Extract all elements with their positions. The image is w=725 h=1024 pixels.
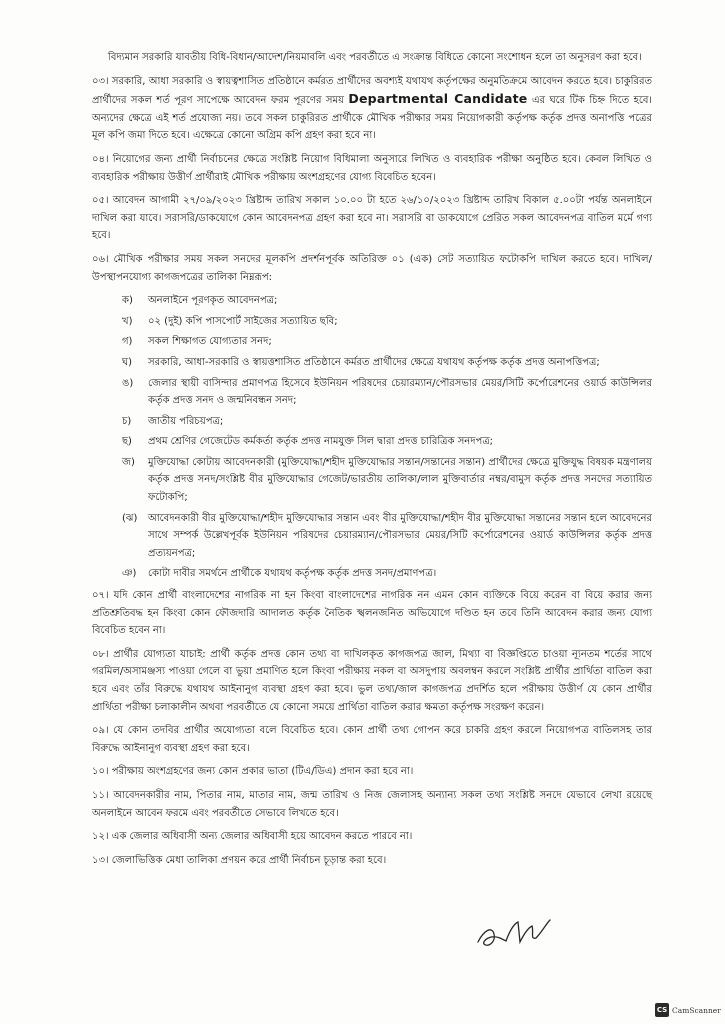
list-item-label: ঘ) [122, 356, 133, 368]
list-item [122, 375, 652, 410]
clause-number: ০৮। [92, 648, 109, 660]
clause-06 [92, 251, 652, 286]
list-item-label: ক) [122, 295, 133, 307]
list-item [122, 313, 652, 331]
clause-number: ১১। [92, 789, 109, 801]
clause-text: নিয়োগের জন্য প্রার্থী নির্বাচনের ক্ষেত্রে সংশ্লিষ্ট নিয়োগ বিধিমালা অনুসারে লিখিত ও ব্যবহারিক পরীক্ষা অনুষ্ঠিত হবে। কেবল লিখিত ও ব্যবহারিক পরীক্ষায় উত্তীর্ণ প্রার্থীরাই মৌখিক পরীক্ষায় অংশগ্রহণের যোগ্য বিবেচিত হবেন। [92, 153, 652, 183]
list-item-label: চ) [122, 415, 132, 427]
list-item [122, 433, 652, 451]
list-item-label: খ) [122, 315, 133, 327]
clause-09 [92, 722, 652, 757]
clause-number: ১২। [92, 831, 109, 843]
document-body [92, 49, 652, 875]
list-item [122, 454, 652, 507]
intro-text: বিদ্যমান সরকারি যাবতীয় বিধি-বিধান/আদেশ/নিয়মাবলি এবং পরবর্তীতে এ সংক্রান্ত বিধিতে কোনো সংশোধন হলে তা অনুসরণ করা হবে। [108, 52, 642, 63]
clause-text: আবেদন আগামী ২৭/০৯/২০২৩ খ্রিষ্টাব্দ তারিখ সকাল ১০.০০ টা হতে ২৬/১০/২০২৩ খ্রিষ্টাব্দ তারিখ বিকাল ৫.০০টা পর্যন্ত অনলাইনে দাখিল করা যাবে। সরাসরি/ডাকযোগে কোন আবেদনপত্র গ্রহণ করা হবে না। সরাসরি বা ডাকযোগে প্রেরিত সকল আবেদনপত্র বাতিল মর্মে গণ্য হবে। [92, 195, 652, 242]
list-item-text: কোটা দাবীর সমর্থনে প্রার্থীকে যথাযথ কর্তৃপক্ষ কর্তৃক প্রদত্ত সনদ/প্রমাণপত্র। [148, 568, 437, 580]
list-item-text: প্রথম শ্রেণির গেজেটেড কর্মকর্তা কর্তৃক প্রদত্ত নামযুক্ত সিল দ্বারা প্রদত্ত চারিত্রিক সনদপত্র; [148, 436, 494, 448]
clause-number: ০৯। [92, 725, 109, 737]
clause-text: যদি কোন প্রার্থী বাংলাদেশের নাগরিক না হন কিংবা বাংলাদেশের নাগরিক নন এমন কোন ব্যক্তিকে বিয়ে করেন বা বিয়ে করার জন্য প্রতিশ্রুতিবদ্ধ হন কিংবা কোন ফৌজদারি আদালত কর্তৃক নৈতিক স্খলনজনিত অভিযোগে দণ্ডিত হন তবে তিনি আবেদন করার জন্য যোগ্য বিবেচিত হবেন না। [92, 590, 652, 637]
clause-12 [92, 828, 652, 846]
clause-text: পরীক্ষায় অংশগ্রহণের জন্য কোন প্রকার ভাতা (টিএ/ডিএ) প্রদান করা হবে না। [111, 766, 414, 778]
list-item-label: জ) [122, 456, 135, 468]
clause-number: ০৭। [92, 590, 109, 602]
list-item [122, 354, 652, 372]
list-item-text: অনলাইনে পূরণকৃত আবেদনপত্র; [148, 295, 278, 307]
clause-number: ০৪। [92, 153, 109, 165]
departmental-candidate-term: Departmental Candidate [348, 91, 528, 107]
list-item-label: ঙ) [122, 377, 134, 389]
clause-text: জেলাভিত্তিক মেধা তালিকা প্রণয়ন করে প্রার্থী নির্বাচন চূড়ান্ত করা হবে। [111, 854, 387, 866]
list-item-text: ০২ (দুই) কপি পাসপোর্ট সাইজের সত্যায়িত ছবি; [148, 315, 338, 327]
clause-text: এক জেলার অধিবাসী অন্য জেলার অধিবাসী হয়ে আবেদন করতে পারবে না। [111, 831, 413, 843]
camscanner-label: CamScanner [672, 1005, 721, 1015]
clause-number: ০৩। [92, 75, 109, 87]
clause-text: প্রার্থীর যোগ্যতা যাচাই: প্রার্থী কর্তৃক প্রদত্ত কোন তথ্য বা দাখিলকৃত কাগজপত্র জাল, মিথ্যা বা বিজ্ঞপ্তিতে চাওয়া ন্যূনতম শর্তের সাথে গরমিল/অসামঞ্জস্য পাওয়া গেলে বা ভুয়া প্রমাণিত হলে কিংবা পরীক্ষায় নকল বা অসদুপায় অবলম্বন করলে সংশ্লিষ্ট প্রার্থীর প্রার্থিতা বাতিল করা হবে এবং তাঁর বিরুদ্ধে যথাযথ আইনানুগ ব্যবস্থা গ্রহণ করা হবে। ভুল তথ্য/জাল কাগজপত্র প্রদর্শিত হলে পরীক্ষায় উত্তীর্ণ যে কোন প্রার্থীর প্রার্থিতা পরীক্ষা চলাকালীন অথবা পরবর্তীতে যে কোনো সময়ে প্রার্থিতা বাতিল করার ক্ষমতা কর্তৃপক্ষ সংরক্ষণ করেন। [92, 648, 652, 713]
list-item-text: মুক্তিযোদ্ধা কোটায় আবেদনকারী (মুক্তিযোদ্ধা/শহীদ মুক্তিযোদ্ধার সন্তান/সন্তানের সন্তান) প্রার্থীদের ক্ষেত্রে মুক্তিযুদ্ধ বিষয়ক মন্ত্রণালয় কর্তৃক প্রদত্ত সনদ/সংশ্লিষ্ট বীর মুক্তিযোদ্ধার গেজেট/ভারতীয় তালিকা/লাল মুক্তিবার্তার নম্বর/বামুস কর্তৃক প্রদত্ত সনদের সত্যায়িত ফটোকপি; [148, 456, 652, 504]
clause-03 [92, 73, 652, 145]
list-item-text: জাতীয় পরিচয়পত্র; [148, 415, 224, 427]
clause-text: সরকারি, আধা সরকারি ও স্বায়ত্বশাসিত প্রতিষ্ঠানে কর্মরত প্রার্থীদের অবশ্যই যথাযথ কর্তৃপক্ষের অনুমতিক্রমে আবেদন করতে হবে। চাকুরিরত প্রার্থীদের সকল শর্ত পূরণ সাপেক্ষে আবেদন ফরম পূরণের সময় [92, 75, 652, 107]
required-documents-list [122, 292, 652, 583]
clause-05 [92, 192, 652, 245]
list-item-text: জেলার স্থায়ী বাসিন্দার প্রমাণপত্র হিসেবে ইউনিয়ন পরিষদের চেয়ারম্যান/পৌরসভার মেয়র/সিটি কর্পোরেশনের ওয়ার্ড কাউন্সিলর কর্তৃক প্রদত্ত সনদ ও জন্মনিবন্ধন সনদ; [148, 377, 652, 407]
clause-13 [92, 852, 652, 870]
clause-number: ১০। [92, 766, 109, 778]
list-item-text: সরকারি, আধা-সরকারি ও স্বায়ত্তশাসিত প্রতিষ্ঠানে কর্মরত প্রার্থীদের ক্ষেত্রে যথাযথ কর্তৃপক্ষ কর্তৃক প্রদত্ত অনাপত্তিপত্র; [148, 356, 600, 368]
list-item [122, 333, 652, 351]
clause-text: আবেদনকারীর নাম, পিতার নাম, মাতার নাম, জন্ম তারিখ ও নিজ জেলাসহ অন্যান্য সকল তথ্য সংশ্লিষ্ট সনদে যেভাবে লেখা রয়েছে অনলাইনে আবেন ফরমে এবং পরবর্তীতে সেভাবে লিখতে হবে। [92, 789, 652, 819]
camscanner-logo-icon: CS [655, 1003, 669, 1017]
clause-07 [92, 587, 652, 640]
camscanner-watermark [655, 1003, 721, 1017]
clause-04 [92, 151, 652, 186]
list-item [122, 413, 652, 431]
list-item [122, 292, 652, 310]
list-item-label: ছ) [122, 436, 132, 448]
signature-icon [470, 908, 560, 958]
clause-text: যে কোন তদবির প্রার্থীর অযোগ্যতা বলে বিবেচিত হবে। কোন প্রার্থী তথ্য গোপন করে চাকরি গ্রহণ করলে নিয়োগপত্র বাতিলসহ তার বিরুদ্ধে আইনানুগ ব্যবস্থা গ্রহণ করা হবে। [92, 725, 652, 754]
clause-text-continued: এর ঘরে টিক চিহ্ন দিতে হবে। অন্যদের ক্ষেত্রে এই শর্ত প্রযোজ্য নয়। তবে সকল চাকুরিরত প্রার্থীকে মৌখিক পরীক্ষার সময় নিয়োগকারী কর্তৃপক্ষ কর্তৃক প্রদত্ত অনাপত্তি পত্রের মূল কপি জমা দিতে হবে। এক্ষেত্রে কোনো অগ্রিম কপি গ্রহণ করা হবে না। [92, 95, 652, 142]
clause-10 [92, 763, 652, 781]
clause-number: ০৫। [92, 195, 109, 207]
list-item [122, 510, 652, 563]
clause-08 [92, 646, 652, 716]
clause-11 [92, 787, 652, 822]
list-item-label: (ঝ) [122, 512, 138, 524]
list-item-label: গ) [122, 336, 133, 348]
list-item-text: আবেদনকারী বীর মুক্তিযোদ্ধা/শহীদ মুক্তিযোদ্ধার সন্তান এবং বীর মুক্তিযোদ্ধা/শহীদ বীর মুক্তিযোদ্ধা সন্তানের সন্তান হলে আবেদনের সাথে সম্পর্ক উল্লেখপূর্বক ইউনিয়ন পরিষদের চেয়ারম্যান/পৌরসভার মেয়র/সিটি কর্পোরেশনের ওয়ার্ড কাউন্সিলর কর্তৃক প্রদত্ত প্রত্যয়নপত্র; [148, 512, 652, 559]
list-item-label: ঞ) [122, 568, 137, 580]
intro-paragraph [92, 49, 652, 67]
clause-text: মৌখিক পরীক্ষার সময় সকল সনদের মূলকপি প্রদর্শনপূর্বক অতিরিক্ত ০১ (এক) সেট সত্যায়িত ফটোকপি দাখিল করতে হবে। দাখিল/উপস্থাপনযোগ্য কাগজপত্রের তালিকা নিম্নরূপ: [92, 253, 652, 283]
list-item-text: সকল শিক্ষাগত যোগ্যতার সনদ; [148, 336, 272, 348]
list-item [122, 565, 652, 583]
clause-number: ১৩। [92, 854, 109, 866]
clause-number: ০৬। [92, 253, 109, 265]
